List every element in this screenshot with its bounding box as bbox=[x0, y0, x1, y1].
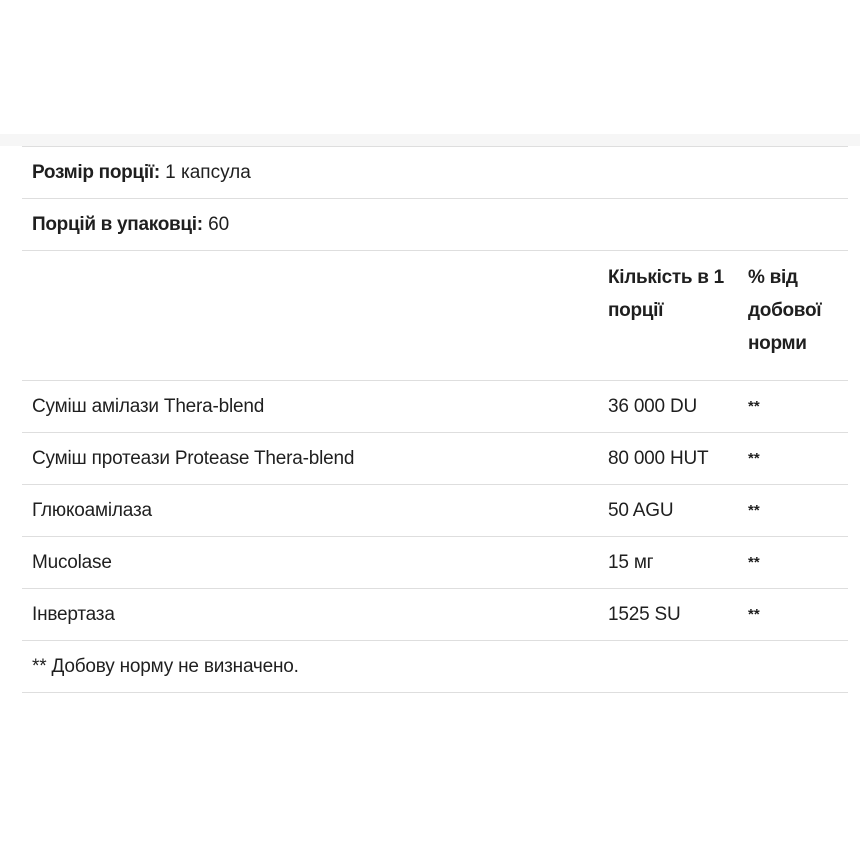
servings-per-container-cell bbox=[22, 199, 848, 251]
serving-size-value: 1 капсула bbox=[159, 162, 251, 183]
ingredient-amount: 15 мг bbox=[598, 537, 744, 589]
ingredient-daily-value: ** bbox=[744, 589, 848, 641]
table-row bbox=[22, 485, 848, 537]
supplement-facts-table bbox=[22, 146, 848, 693]
table-row bbox=[22, 433, 848, 485]
table-row bbox=[22, 537, 848, 589]
serving-size-row bbox=[22, 147, 848, 199]
ingredient-daily-value: ** bbox=[744, 381, 848, 433]
header-name-cell bbox=[22, 251, 598, 381]
header-daily-value: % від добової норми bbox=[744, 251, 848, 381]
ingredient-daily-value: ** bbox=[744, 485, 848, 537]
table-row bbox=[22, 589, 848, 641]
ingredient-amount: 36 000 DU bbox=[598, 381, 744, 433]
ingredient-daily-value: ** bbox=[744, 433, 848, 485]
serving-size-label: Розмір порції: bbox=[32, 162, 160, 183]
ingredient-name: Mucolase bbox=[22, 537, 598, 589]
ingredient-amount: 50 AGU bbox=[598, 485, 744, 537]
servings-per-container-value: 60 bbox=[202, 214, 230, 235]
table-header-row bbox=[22, 251, 848, 381]
ingredient-name: Глюкоамілаза bbox=[22, 485, 598, 537]
ingredient-name: Суміш амілази Thera-blend bbox=[22, 381, 598, 433]
ingredient-amount: 80 000 HUT bbox=[598, 433, 744, 485]
serving-size-cell bbox=[22, 147, 848, 199]
footnote-row bbox=[22, 641, 848, 693]
servings-per-container-row bbox=[22, 199, 848, 251]
top-divider-strip bbox=[0, 134, 860, 146]
header-amount: Кількість в 1 порції bbox=[598, 251, 744, 381]
servings-per-container-label: Порцій в упаковці: bbox=[32, 214, 203, 235]
ingredient-name: Суміш протеази Protease Thera-blend bbox=[22, 433, 598, 485]
ingredient-amount: 1525 SU bbox=[598, 589, 744, 641]
table-row bbox=[22, 381, 848, 433]
ingredient-daily-value: ** bbox=[744, 537, 848, 589]
footnote-text: ** Добову норму не визначено. bbox=[22, 641, 848, 693]
ingredient-name: Інвертаза bbox=[22, 589, 598, 641]
